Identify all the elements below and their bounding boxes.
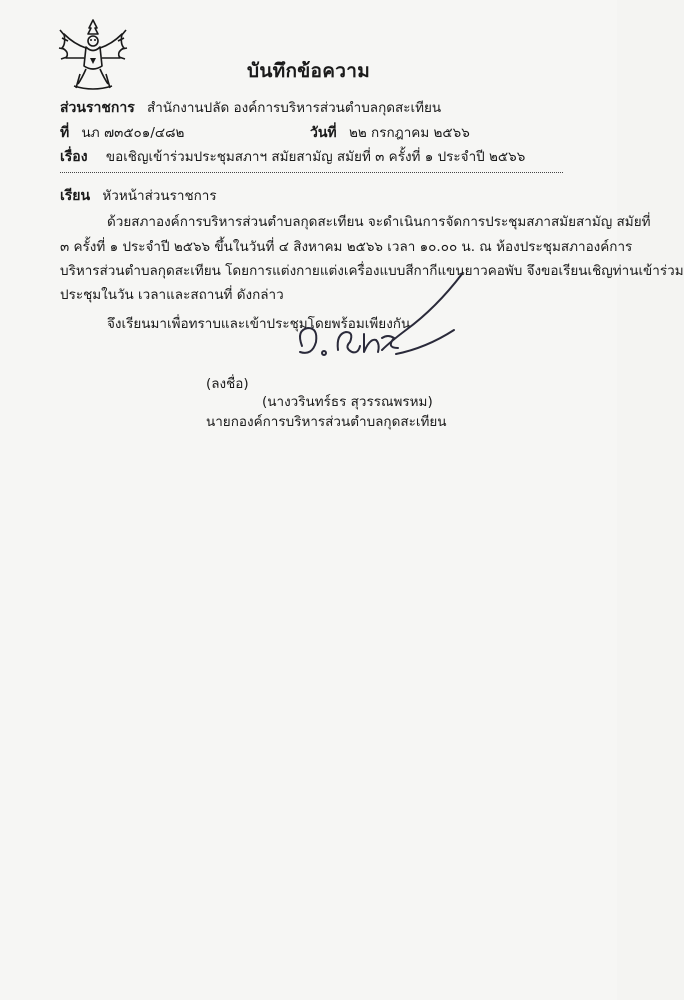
signer-position: นายกองค์การบริหารส่วนตำบลกุดสะเทียน [206, 414, 447, 430]
subject-value: ขอเชิญเข้าร่วมประชุมสภาฯ สมัยสามัญ สมัยที่ ๓ ครั้งที่ ๑ ประจำปี ๒๕๖๖ [105, 149, 526, 165]
reference-value: นภ ๗๓๕๐๑/๔๘๒ [81, 125, 185, 141]
reference-row [60, 121, 184, 144]
body-line: ๓ ครั้งที่ ๑ ประจำปี ๒๕๖๖ ขึ้นในวันที่ ๔ สิงหาคม ๒๕๖๖ เวลา ๑๐.๐๐ น. ณ ห้องประชุมสภาองค์การ [60, 239, 633, 255]
date-row [310, 121, 470, 144]
date-value: ๒๒ กรกฎาคม ๒๕๖๖ [348, 125, 470, 141]
header-divider [60, 172, 563, 173]
subject-label: เรื่อง [60, 149, 88, 165]
reference-label: ที่ [60, 125, 70, 141]
addressee-label: เรียน [60, 188, 91, 204]
closing-line: จึงเรียนมาเพื่อทราบและเข้าประชุมโดยพร้อมเพียงกัน [107, 316, 411, 332]
department-row [60, 96, 441, 119]
body-line: ด้วยสภาองค์การบริหารส่วนตำบลกุดสะเทียน จะดำเนินการจัดการประชุมสภาสมัยสามัญ สมัยที่ [107, 214, 651, 230]
subject-row [60, 145, 525, 168]
department-label: ส่วนราชการ [60, 100, 135, 116]
department-value: สำนักงานปลัด องค์การบริหารส่วนตำบลกุดสะเทียน [147, 100, 442, 116]
signature-label: (ลงชื่อ) [206, 376, 249, 392]
memo-title: บันทึกข้อความ [246, 60, 371, 82]
body-line: ประชุมในวัน เวลาและสถานที่ ดังกล่าว [60, 287, 284, 303]
addressee-value: หัวหน้าส่วนราชการ [102, 188, 217, 204]
signer-name: (นางวรินทร์ธร สุวรรณพรหม) [262, 394, 433, 410]
body-line: บริหารส่วนตำบลกุดสะเทียน โดยการแต่งกายแต่งเครื่องแบบสีกากีแขนยาวคอพับ จึงขอเรียนเชิญท่านเข้าร่วม [60, 263, 684, 279]
addressee-row [60, 184, 217, 207]
handwritten-signature [286, 268, 476, 378]
date-label: วันที่ [310, 125, 337, 141]
